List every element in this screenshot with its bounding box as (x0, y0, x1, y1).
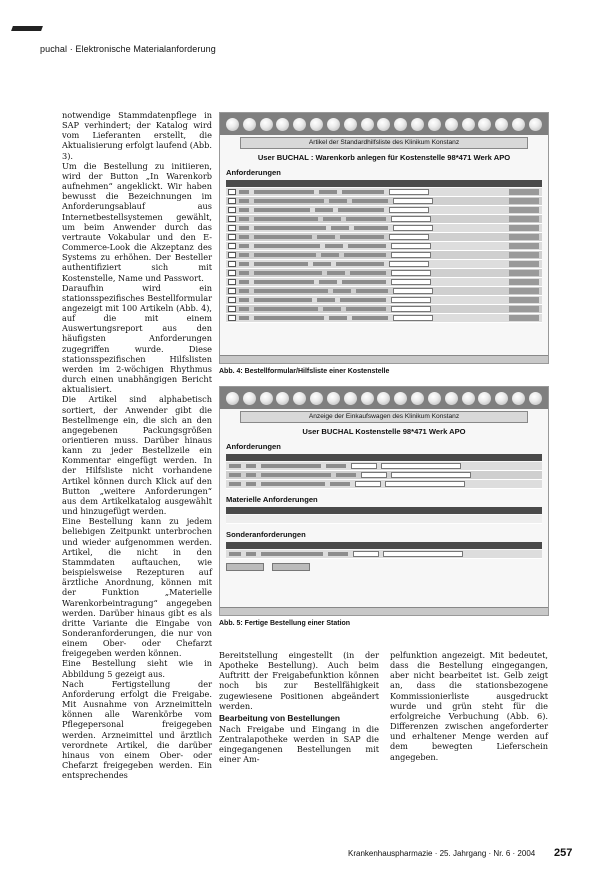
table-row[interactable] (226, 550, 542, 559)
left-paragraph-6: Eine Bestellung sieht wie in Abbildung 5 gezeigt aus. (62, 658, 212, 679)
middle-paragraph-2: Nach Freigabe und Eingang in die Zentralapotheke werden in SAP die eingegangenen Bestellungen mit einer Am- (219, 723, 379, 765)
quantity-input[interactable] (389, 189, 429, 195)
action-button[interactable] (272, 563, 310, 571)
left-paragraph-4: Die Artikel sind alphabetisch sortiert, der Anwender gibt die Bestellmenge ein, die sich an den angegebenen Packungsgrößen orientieren muss. Darüber hinaus kann zu jeder Bestellzeile ein Kommentar eingefügt werden. In der Hilfsliste nicht vorhandene Artikel können durch Klick auf den Button „weitere Anforderungen“ aus dem Artikelkatalog ausgewählt und hinzugefügt werden. (62, 394, 212, 517)
figure-4-caption: Abb. 4: Bestellformular/Hilfsliste einer Kostenstelle (219, 368, 390, 375)
quantity-input[interactable] (393, 225, 433, 231)
quantity-input[interactable] (391, 243, 431, 249)
catalog-title-strip: Artikel der Standardhilfsliste des Klinikum Konstanz (240, 137, 528, 149)
section-title-sonderanforderungen: Sonderanforderungen (226, 530, 306, 539)
table-header (226, 542, 542, 549)
figure-4-screenshot (219, 112, 549, 364)
table-row[interactable] (226, 224, 542, 233)
action-button[interactable] (226, 563, 264, 571)
left-paragraph-5: Eine Bestellung kann zu jedem beliebigen Zeitpunkt unterbrochen und wieder aufgenommen werden. Artikel, die nicht in den Stammdaten auftauchen, wie beispielsweise Rezepturen auf ärztliche Anordnung, können mit der Funktion „Materielle Warenkorbeintragung“ angegeben werden. Darüber hinaus gibt es als dritte Variante die Eingabe von Sonderanforderungen, die nur von einem Ober- oder Chefarzt freigegeben werden können. (62, 516, 212, 659)
running-header: puchal · Elektronische Materialanforderung (40, 44, 216, 54)
table-header (226, 180, 542, 187)
comment-input[interactable] (383, 551, 463, 557)
row-checkbox[interactable] (228, 261, 236, 267)
table-row[interactable] (226, 480, 542, 489)
quantity-input[interactable] (353, 551, 379, 557)
quantity-input[interactable] (389, 261, 429, 267)
comment-input[interactable] (391, 472, 471, 478)
quantity-input[interactable] (391, 279, 431, 285)
quantity-input[interactable] (393, 315, 433, 321)
table-row[interactable] (226, 188, 542, 197)
action-buttons (226, 563, 542, 571)
comment-input[interactable] (381, 463, 461, 469)
row-checkbox[interactable] (228, 234, 236, 240)
figure-5-screenshot (219, 386, 549, 616)
quantity-input[interactable] (391, 306, 431, 312)
quantity-input[interactable] (389, 207, 429, 213)
table-row[interactable] (226, 242, 542, 251)
row-checkbox[interactable] (228, 207, 236, 213)
table-row[interactable] (226, 260, 542, 269)
row-checkbox[interactable] (228, 306, 236, 312)
row-checkbox[interactable] (228, 288, 236, 294)
row-checkbox[interactable] (228, 279, 236, 285)
material-requests-table (226, 507, 542, 524)
cart-title-strip: Anzeige der Einkaufswagen des Klinikum Konstanz (240, 411, 528, 423)
table-row[interactable] (226, 296, 542, 305)
quantity-input[interactable] (355, 481, 381, 487)
bead-banner (220, 387, 548, 409)
row-checkbox[interactable] (228, 297, 236, 303)
user-line: User BUCHAL Kostenstelle 98*471 Werk APO (302, 427, 466, 436)
middle-paragraph-1: Bereitstellung eingestellt (in der Apotheke Bestellung). Auch beim Auftritt der Freigabefunktion können noch bis zur Bestellfähigkeit zugewiesene Positionen abgeändert werden. (219, 650, 379, 711)
row-checkbox[interactable] (228, 225, 236, 231)
comment-input[interactable] (385, 481, 465, 487)
quantity-input[interactable] (389, 234, 429, 240)
quantity-input[interactable] (361, 472, 387, 478)
quantity-input[interactable] (391, 252, 431, 258)
right-column (390, 650, 548, 762)
table-row[interactable] (226, 215, 542, 224)
order-table (226, 180, 542, 323)
table-row[interactable] (226, 197, 542, 206)
table-row[interactable] (226, 314, 542, 323)
header-mark (11, 26, 43, 31)
table-row[interactable] (226, 287, 542, 296)
table-row[interactable] (226, 305, 542, 314)
quantity-input[interactable] (391, 297, 431, 303)
row-checkbox[interactable] (228, 189, 236, 195)
table-row (226, 515, 542, 524)
middle-column (219, 650, 379, 765)
table-row[interactable] (226, 251, 542, 260)
section-title-materielle-anforderungen: Materielle Anforderungen (226, 495, 318, 504)
section-title-anforderungen: Anforderungen (226, 442, 281, 451)
user-line: User BUCHAL : Warenkorb anlegen für Kostenstelle 98*471 Werk APO (257, 153, 511, 162)
quantity-input[interactable] (393, 198, 433, 204)
quantity-input[interactable] (391, 216, 431, 222)
row-checkbox[interactable] (228, 315, 236, 321)
table-header (226, 454, 542, 461)
right-paragraph-1: pelfunktion angezeigt. Mit bedeutet, dass die Bestellung eingegangen, aber nicht bearbeitet ist. Gelb zeigt an, dass die stationsbezogene Kommissionierliste ausgedruckt wurde und grün steht für die erfolgreiche Verbuchung (Abb. 6). Differenzen zwischen angeforderter und erhaltener Menge werden auf dem bewegten Lieferschein angegeben. (390, 650, 548, 762)
table-row[interactable] (226, 269, 542, 278)
quantity-input[interactable] (351, 463, 377, 469)
status-bar (220, 355, 548, 363)
table-row[interactable] (226, 206, 542, 215)
quantity-input[interactable] (391, 270, 431, 276)
row-checkbox[interactable] (228, 270, 236, 276)
table-row[interactable] (226, 278, 542, 287)
table-header (226, 507, 542, 514)
left-paragraph-1: notwendige Stammdatenpflege in SAP verhindert; der Katalog wird vom Lieferanten erstellt, die Aktualisierung erfolgt laufend (Abb. 3). (62, 110, 212, 161)
requests-table (226, 454, 542, 489)
left-column (62, 110, 212, 780)
left-paragraph-7: Nach Fertigstellung der Anforderung erfolgt die Freigabe. Mit Ausnahme von Arzneimitteln können alle Warenkörbe vom Pflegepersonal freigegeben werden. Arzneimittel und ärztlich verordnete Artikel, die darüber hinaus von einem Ober- oder Chefarzt freigegeben werden. Ein entsprechendes (62, 678, 212, 781)
row-checkbox[interactable] (228, 216, 236, 222)
quantity-input[interactable] (393, 288, 433, 294)
table-row[interactable] (226, 471, 542, 480)
row-checkbox[interactable] (228, 198, 236, 204)
left-paragraph-2: Um die Bestellung zu initiieren, wird der Button „In Warenkorb aufnehmen“ angeklickt. Wir haben bewusst die Bezeichnungen im Anforderungsablauf aus Internetbestellsystemen gewählt, um beim Anwender durch das vertraute Vokabular und den E-Commerce-Look die Akzeptanz des Systems zu erhöhen. Der Besteller authentifiziert sich mit Kostenstelle, Name und Passwort. (62, 160, 212, 283)
row-checkbox[interactable] (228, 243, 236, 249)
left-paragraph-3: Daraufhin wird ein stationsspezifisches Bestellformular angezeigt mit 100 Artikeln (Abb. 4), auf die mit einem Auswertungsreport aus den häufigsten Anforderungen zugegriffen wurde. Diese stationsspezifischen Hilfslisten werden im 2-wöchigen Rhythmus durch einen unabhängigen Bericht aktualisiert. (62, 282, 212, 395)
figure-5-caption: Abb. 5: Fertige Bestellung einer Station (219, 620, 351, 627)
row-checkbox[interactable] (228, 252, 236, 258)
status-bar (220, 607, 548, 615)
page-number: 257 (554, 847, 573, 859)
table-row[interactable] (226, 462, 542, 471)
section-heading: Bearbeitung von Bestellungen (219, 712, 340, 723)
journal-footer: Krankenhauspharmazie · 25. Jahrgang · Nr. 6 · 2004 (348, 849, 536, 858)
table-row[interactable] (226, 233, 542, 242)
section-title-anforderungen: Anforderungen (226, 168, 281, 177)
bead-banner (220, 113, 548, 135)
special-requests-table (226, 542, 542, 559)
